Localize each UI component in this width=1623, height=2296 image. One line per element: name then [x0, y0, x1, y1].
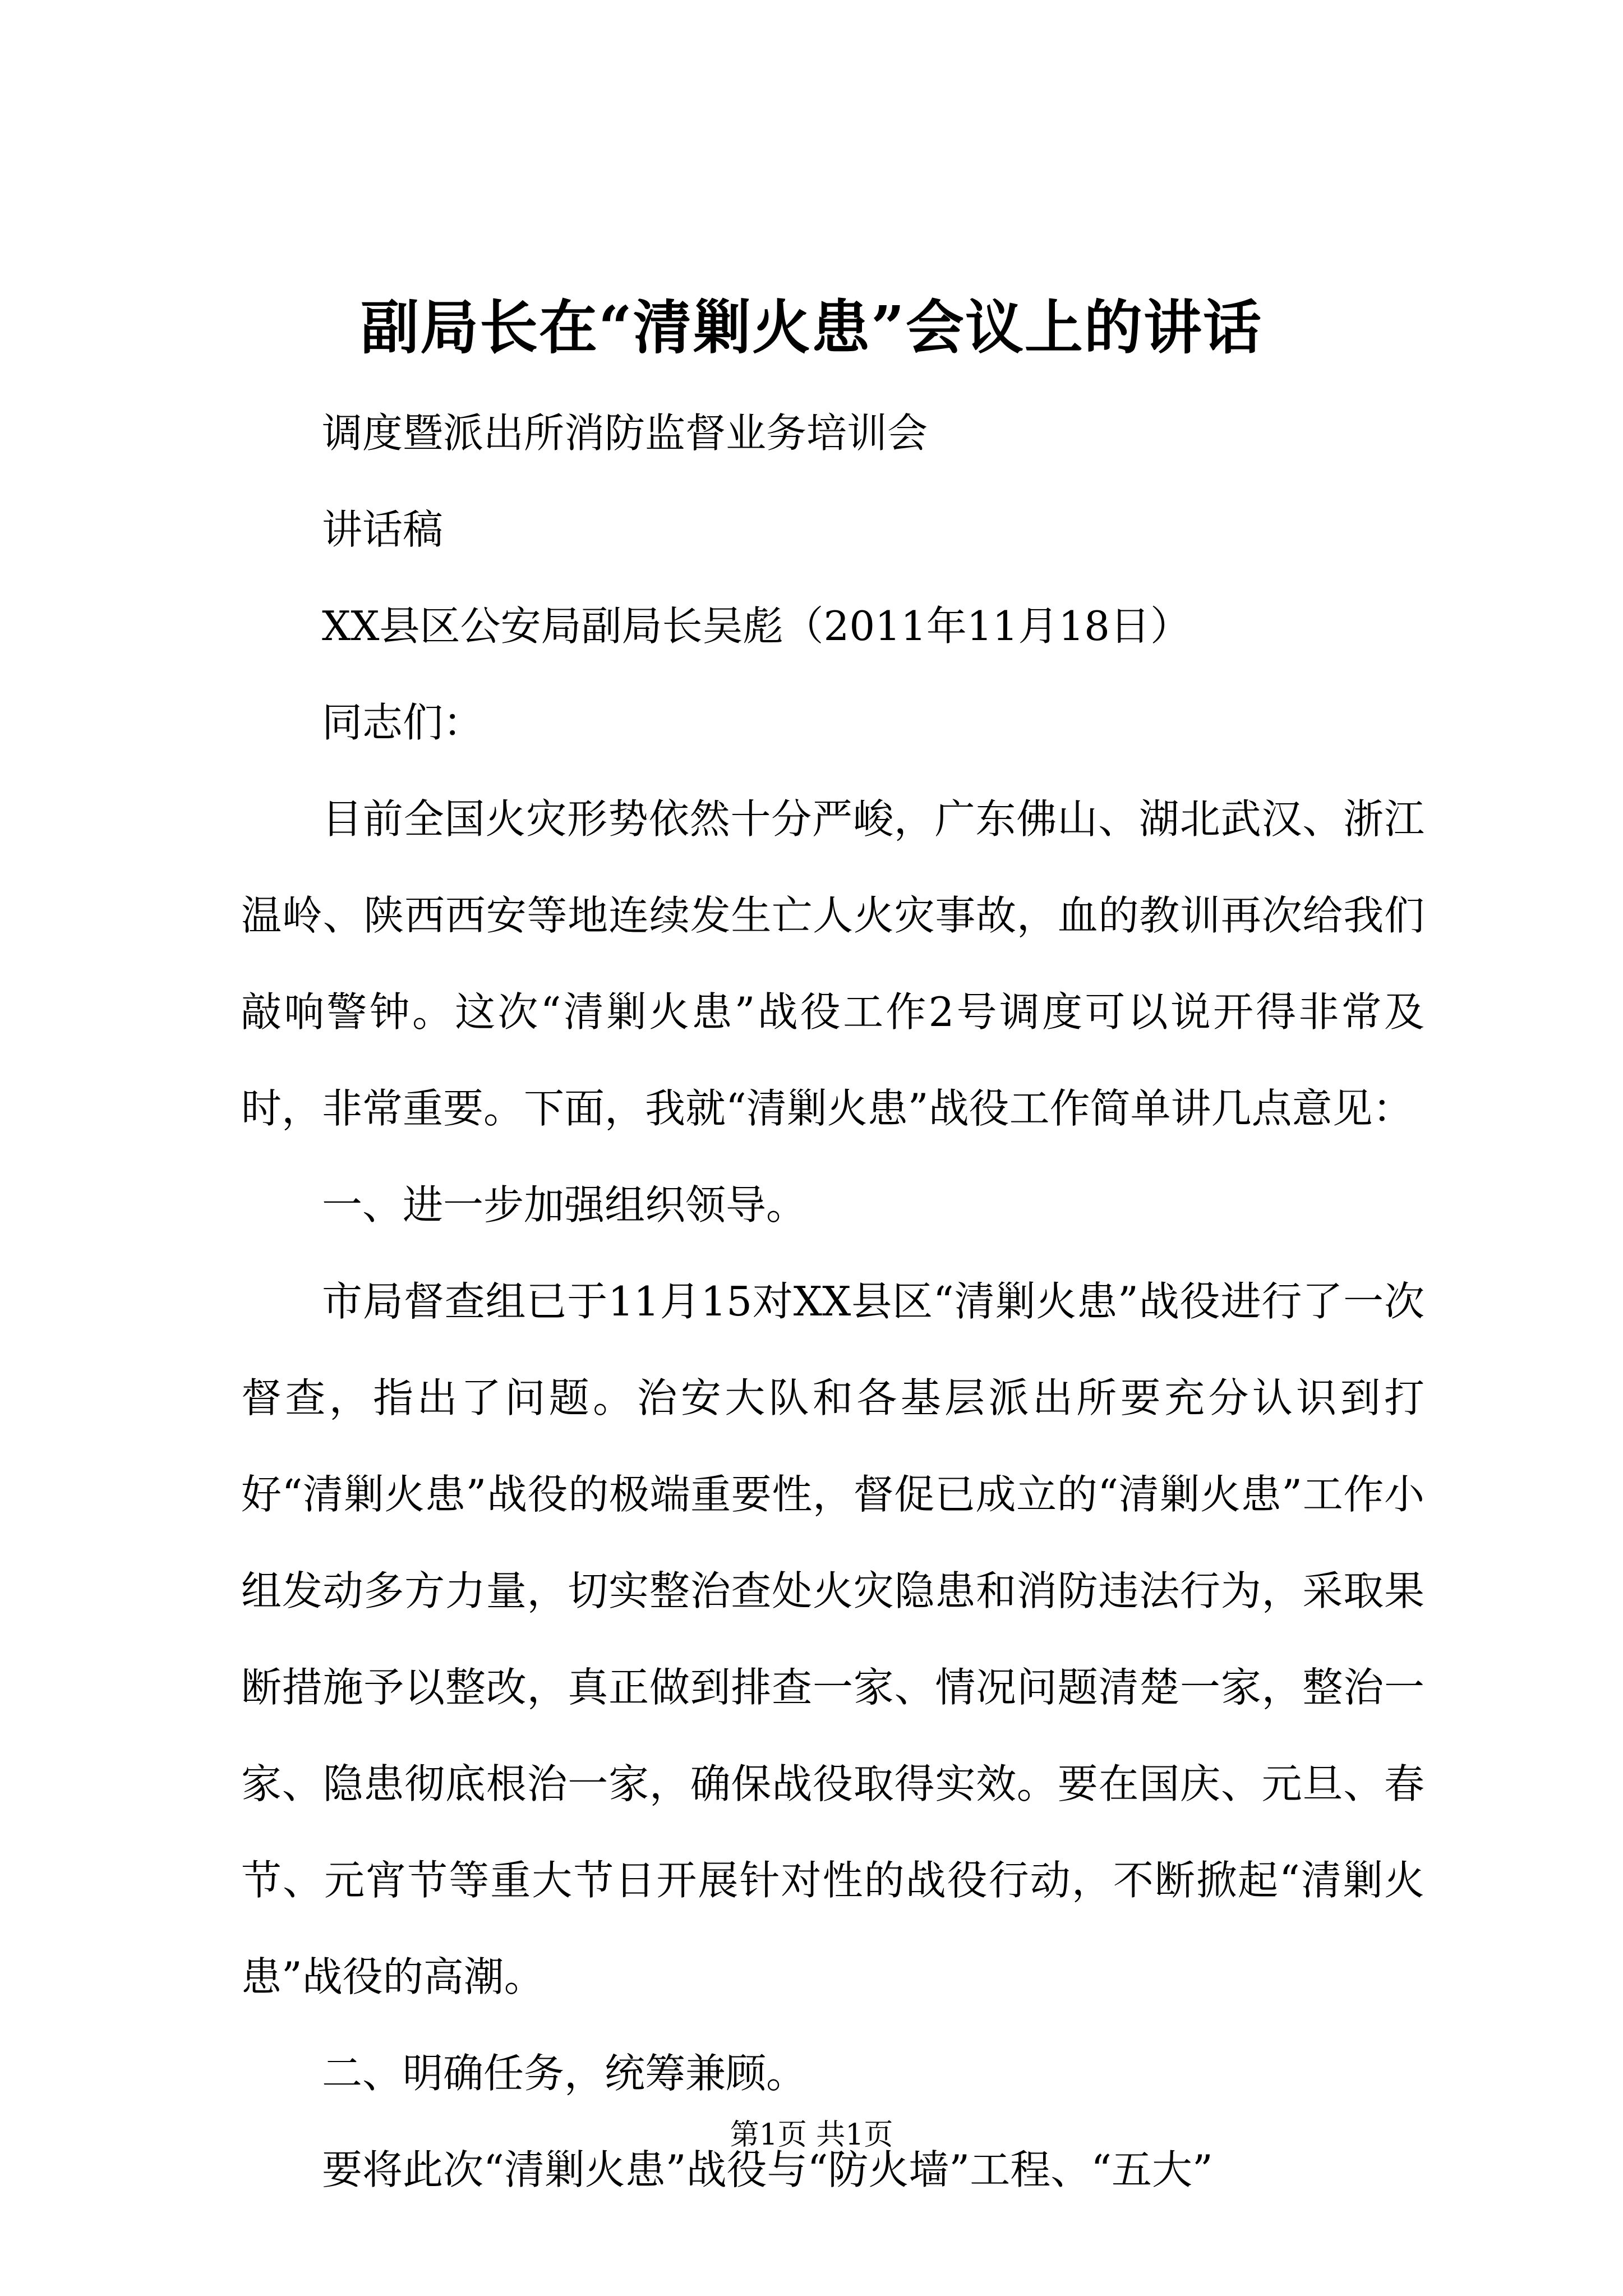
paragraph: 一、进一步加强组织领导。 — [322, 1181, 807, 1228]
document-body — [241, 385, 1424, 2218]
paragraph: 二、明确任务，统筹兼顾。 — [322, 2050, 807, 2097]
paragraph: 目前全国火灾形势依然十分严峻，广东佛山、湖北武汉、浙江温岭、陕西西安等地连续发生亡人火灾事故，血的教训再次给我们敲响警钟。这次“清剿火患”战役工作2号调度可以说开得非常及时，非常重要。下面，我就“清剿火患”战役工作简单讲几点意见： — [241, 795, 1424, 1132]
paragraph: 要将此次“清剿火患”战役与“防火墙”工程、“五大” — [322, 2146, 1213, 2193]
paragraph: 调度暨派出所消防监督业务培训会 — [322, 409, 928, 457]
document-title: 副局长在“清剿火患”会议上的讲话 — [361, 293, 1262, 362]
paragraph: XX县区公安局副局长吴彪（2011年11月18日） — [322, 602, 1191, 650]
paragraph: 市局督查组已于11月15对XX县区“清剿火患”战役进行了一次督查，指出了问题。治安大队和各基层派出所要充分认识到打好“清剿火患”战役的极端重要性，督促已成立的“清剿火患”工作小组发动多方力量，切实整治查处火灾隐患和消防违法行为，采取果断措施予以整改，真正做到排查一家、情况问题清楚一家，整治一家、隐患彻底根治一家，确保战役取得实效。要在国庆、元旦、春节、元宵节等重大节日开展针对性的战役行动，不断掀起“清剿火患”战役的高潮。 — [241, 1278, 1424, 2000]
paragraph: 同志们： — [322, 699, 484, 746]
paragraph: 讲话稿 — [322, 506, 444, 553]
page-footer: 第1页 共1页 — [730, 2118, 893, 2152]
